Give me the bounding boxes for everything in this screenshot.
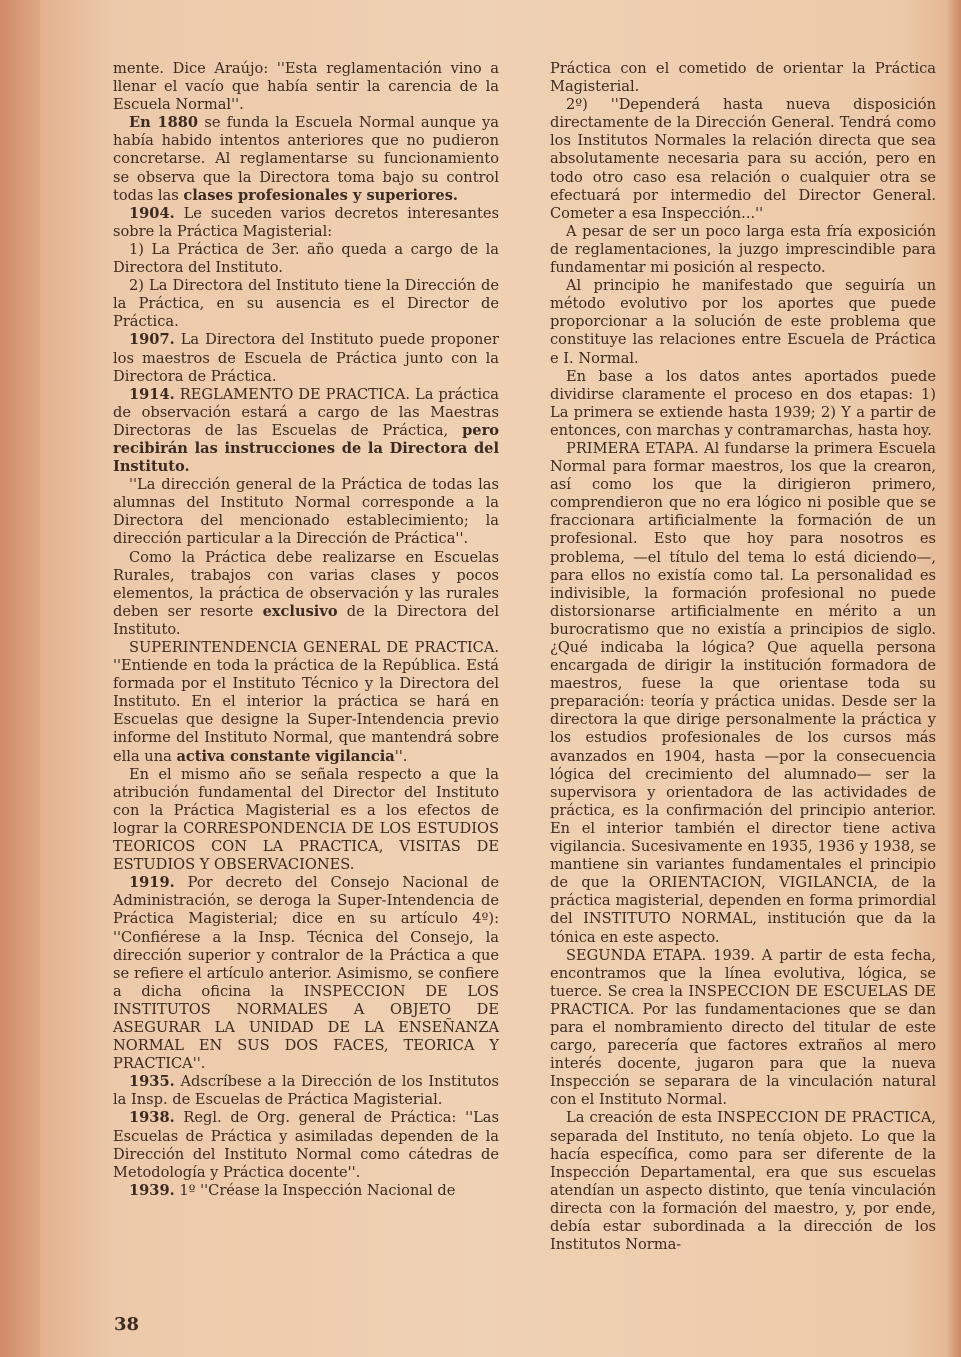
paragraph: SEGUNDA ETAPA. 1939. A partir de esta fecha, encontramos que la línea evolutiva, lógica, se tuerce. Se crea la INSPECCION DE ESCUELAS DE PRACTICA. Por las fundamentaciones que se dan para el nombramiento directo del titular de este cargo, parecería que factores extraños al mero interés docente, jugaron para que la nueva Inspección se separara de la vinculación natural con el Instituto Normal. <box>550 946 936 1109</box>
paragraph <box>113 639 499 766</box>
bold-text: exclusivo <box>262 602 338 620</box>
page-number: 38 <box>114 1314 140 1335</box>
paragraph <box>113 205 499 241</box>
year-marker: 1904. <box>129 204 175 222</box>
paragraph-text: se funda la Escuela Normal aunque ya había habido intentos anteriores que no pudieron concretarse. Al reglamentarse su funcionamiento se observa que la Directora toma bajo su control todas las <box>113 114 499 204</box>
left-column <box>113 60 499 1200</box>
bold-text: clases profesionales y superiores. <box>183 186 459 204</box>
paragraph <box>113 1073 499 1109</box>
right-column <box>550 60 936 1254</box>
paragraph-text: SUPERINTENDENCIA GENERAL DE PRACTICA. ''Entiende en toda la práctica de la República. Está formada por el Instituto Técnico y la Directora del Instituto. En el interior la práctica se hará en Escuelas que designe la Super-Intendencia previo informe del Instituto Normal, que mantendrá sobre ella una <box>113 639 499 765</box>
paragraph: A pesar de ser un poco larga esta fría exposición de reglamentaciones, la juzgo imprescindible para fundamentar mi posición al respecto. <box>550 222 936 277</box>
paragraph: En el mismo año se señala respecto a que la atribución fundamental del Director del Instituto con la Práctica Magisterial es a los efectos de lograr la CORRESPONDENCIA DE LOS ESTUDIOS TEORICOS CON LA PRACTICA, VISITAS DE ESTUDIOS Y OBSERVACIONES. <box>113 765 499 874</box>
paragraph-text: Regl. de Org. general de Práctica: ''Las Escuelas de Práctica y asimiladas dependen de la Dirección del Instituto Normal como cátedras de Metodología y Práctica docente''. <box>113 1109 499 1181</box>
year-marker: En 1880 <box>129 114 199 132</box>
paragraph-text: de la Directora del Instituto. <box>113 602 500 638</box>
paragraph-text: Por decreto del Consejo Nacional de Administración, se deroga la Super-Intendencia de Práctica Magisterial; dice en su artículo 4º): ''Confiérese a la Insp. Técnica del Consejo, la dirección superior y contralor de la Práctica a que se refiere el artículo anterior. Asimismo, se confiere a dicha oficina la INSPECCION DE LOS INSTITUTOS NORMALES A OBJETO DE ASEGURAR LA UNIDAD DE LA ENSEÑANZA NORMAL EN SUS DOS FACES, TEORICA Y PRACTICA''. <box>113 874 499 1073</box>
paragraph: PRIMERA ETAPA. Al fundarse la primera Escuela Normal para formar maestros, los que la crearon, así como los que la dirigieron primero, comprendieron que no era lógico ni posible que se fraccionara artificialmente la formación de un profesional. Esto que hoy para nosotros es problema, —el título del tema lo está diciendo—, para ellos no existía como tal. La personalidad es indivisible, la formación profesional no puede distorsionarse artificialmente en mérito a un burocratismo que no existía a principios de siglo. ¿Qué indicaba la lógica? Que aquella persona encargada de dirigir la institución formadora de maestros, fuese la que orientase toda su preparación: teoría y práctica unidas. Desde ser la directora la que dirige personalmente la práctica y los estudios profesionales de los cursos más avanzados en 1904, hasta —por la consecuencia lógica del crecimiento del alumnado— ser la supervisora y orientadora de las actividades de práctica, es la confirmación del principio anterior. En el interior también el director tiene activa vigilancia. Sucesivamente en 1935, 1936 y 1938, se mantiene sin variantes fundamentales el principio de que la ORIENTACION, VIGILANCIA, de la práctica magisterial, dependen en forma primordial del INSTITUTO NORMAL, institución que da la tónica en este aspecto. <box>550 439 936 946</box>
year-marker: 1907. <box>129 331 175 349</box>
paragraph <box>113 114 499 204</box>
paragraph-text: 1º ''Créase la Inspección Nacional de <box>174 1181 456 1199</box>
year-marker: 1914. <box>129 385 175 403</box>
paragraph: 2º) ''Dependerá hasta nueva disposición directamente de la Dirección General. Tendrá como los Institutos Normales la relación directa que sea absolutamente necesaria para su acción, pero en todo otro caso esa relación o cualquier otra se efectuará por intermedio del Director General. Cometer a esa Inspección...'' <box>550 96 936 222</box>
paragraph <box>113 1109 499 1181</box>
bold-text: activa constante vigilancia <box>176 747 395 765</box>
paragraph: 1) La Práctica de 3er. año queda a cargo de la Directora del Instituto. <box>113 240 499 277</box>
paragraph <box>113 331 499 385</box>
paragraph: La creación de esta INSPECCION DE PRACTICA, separada del Instituto, no tenía objeto. Lo que la hacía específica, como para ser diferente de la Inspección Departamental, era que sus escuelas atendían un aspecto distinto, que tenía vinculación directa con la formación del maestro, y, por ende, debía estar subordinada a la dirección de los Institutos Norma- <box>550 1109 936 1254</box>
paragraph: Al principio he manifestado que seguiría un método evolutivo por los aportes que puede proporcionar a la solución de este problema que constituye las relaciones entre Escuela de Práctica e I. Normal. <box>550 277 936 367</box>
paragraph: En base a los datos antes aportados puede dividirse claramente el proceso en dos etapas: 1) La primera se extiende hasta 1939; 2) Y a partir de entonces, con marchas y contramarchas, hasta hoy. <box>550 367 936 439</box>
bold-text: pero recibirán las instrucciones de la Directora del Instituto. <box>113 421 499 476</box>
paragraph <box>113 1182 499 1200</box>
paragraph <box>113 386 499 476</box>
paragraph <box>113 549 499 639</box>
year-marker: 1919. <box>129 874 175 892</box>
year-marker: 1938. <box>129 1109 175 1127</box>
paragraph: 2) La Directora del Instituto tiene la Dirección de la Práctica, en su ausencia es el Director de Práctica. <box>113 277 499 331</box>
page-right-edge <box>947 0 961 1357</box>
paragraph-text: REGLAMENTO DE PRACTICA. La práctica de observación estará a cargo de las Maestras Directoras de las Escuelas de Práctica, <box>113 385 499 439</box>
paragraph <box>113 874 499 1073</box>
paragraph: mente. Dice Araújo: ''Esta reglamentación vino a llenar el vacío que había sentir la carencia de la Escuela Normal''. <box>113 60 499 114</box>
year-marker: 1939. <box>129 1181 175 1199</box>
paragraph-text: La Directora del Instituto puede proponer los maestros de Escuela de Práctica junto con la Directora de Práctica. <box>113 331 499 385</box>
paragraph: Práctica con el cometido de orientar la Práctica Magisterial. <box>550 60 936 96</box>
paragraph-text: Como la Práctica debe realizarse en Escuelas Rurales, trabajos con varias clases y pocos elementos, la práctica de observación y las rurales deben ser resorte <box>113 548 499 620</box>
paragraph-text: Le suceden varios decretos interesantes sobre la Práctica Magisterial: <box>113 204 499 240</box>
paragraph: ''La dirección general de la Práctica de todas las alumnas del Instituto Normal corresponde a la Directora del mencionado establecimiento; la dirección particular a la Dirección de Práctica''. <box>113 476 499 548</box>
page-shadow-edge <box>0 0 40 1357</box>
paragraph-text: ''. <box>394 747 408 765</box>
year-marker: 1935. <box>129 1073 175 1091</box>
paragraph-text: Adscríbese a la Dirección de los Institutos la Insp. de Escuelas de Práctica Magisterial. <box>113 1073 499 1109</box>
